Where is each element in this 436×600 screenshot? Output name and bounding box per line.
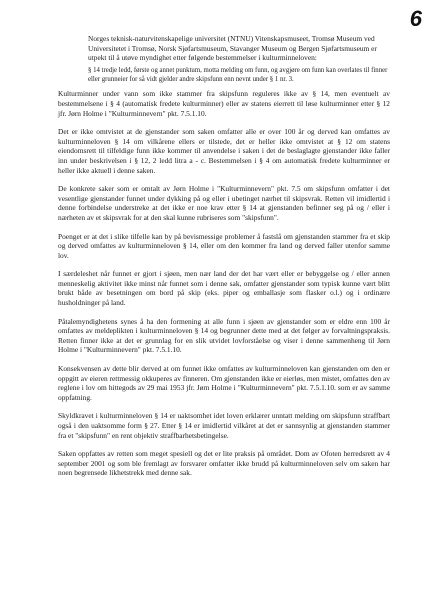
page-number: 6	[409, 6, 422, 31]
paragraph-4: Poenget er at det i slike tilfelle kan by på bevismessige problemer å fastslå om gjenstanden stammer fra et skip og derved omfattes av kulturminneloven § 14, eller om den kommer fra land og derved faller utenfor samme lov.	[58, 231, 390, 260]
document-body	[58, 34, 390, 487]
paragraph-1: Kulturminner under vann som ikke stammer fra skipsfunn reguleres ikke av § 14, men eventuelt av bestemmelsene i § 4 (automatisk fredete kulturminner) eller av statens eierrett til løse kulturminner etter § 12 jfr. Jørn Holme i "Kulturminnevern" pkt. 7.5.1.10.	[58, 89, 390, 118]
paragraph-3: De konkrete saker som er omtalt av Jørn Holme i "Kulturminnevern" pkt. 7.5 om skipsfunn omfatter i det vesentlige gjenstander funnet under dykking på og eller i ubetinget nærhet til skipsvrak. Retten vil imidlertid i denne forbindelse understreke at det ikke er noe krav etter § 14 at gjenstanden befinner seg på og / eller i nærheten av et skipsvrak for at den skal kunne rubriseres som "skipsfunn".	[58, 184, 390, 222]
intro-paragraph: Norges teknisk-naturvitenskapelige universitet (NTNU) Vitenskapsmuseet, Tromsø Museum ved Universitetet i Tromsø, Norsk Sjøfartsmuseum, Stavanger Museum og Bergen Sjøfartsmuseum er utpekt til å utøve myndighet etter følgende bestemmelser i kulturminneloven:	[88, 34, 377, 63]
paragraph-6: Påtalemyndighetens synes å ha den formening at alle funn i sjøen av gjenstander som er eldre enn 100 år omfattes av meldeplikten i kulturminneloven § 14 og begrunner dette med at det følger av forvaltningspraksis. Retten finner ikke at det er grunnlag for en slik utvidet lovforståelse og viser i denne sammenheng til Jørn Holme i "Kulturminnevern" pkt. 7.5.1.10.	[58, 316, 390, 355]
paragraph-7: Konsekvensen av dette blir derved at om funnet ikke omfattes av kulturminneloven kan gjenstanden om den er oppgitt av eieren rettmessig okkuperes av finneren. Om gjenstanden ikke er eierløs, men mistet, omfattes den av reglene i lov om hittegods av 29 mai 1953 jfr. Jørn Holme i "Kulturminnevern" pkt. 7.5.1.10. som er av samme oppfatning.	[58, 364, 390, 402]
paragraph-5: I særdeleshet når funnet er gjort i sjøen, men nær land der det har vært eller er bebyggelse og / eller annen menneskelig aktivitet ikke minst når funnet som i denne sak, omfatter gjenstander som typisk kunne vært blitt brukt både av besetningen om bord på skip (eks. piper og emballasje som flasker o.l.) og i ordinære husholdninger på land.	[58, 269, 390, 308]
quoted-provision: § 14 tredje ledd, første og annet punktum, motta melding om funn, og avgjøre om funn kan overlates til finner eller grunneier for så vidt gjelder andre skipsfunn enn nevnt under § 1 nr. 3.	[88, 66, 388, 83]
paragraph-2: Det er ikke omtvistet at de gjenstander som saken omfatter alle er over 100 år og derved kan omfattes av kulturminneloven § 14 om vilkårene ellers er tilstede, det er heller ikke omtvistet at § 12 om statens eiendomsrett til tilfeldige funn ikke kommer til anvendelse i saken i det de beslaglagte gjenstander ikke faller inn under beskrivelsen i § 12, 2 ledd litra a - c. Bestemmelsen i § 4 om automatisk fredete kulturminner er heller ikke aktuell i denne saken.	[58, 127, 390, 175]
paragraph-8: Skyldkravet i kulturminneloven § 14 er uaktsomhet idet loven erklærer unntatt melding om skipsfunn straffbart også i den uaktsomme form § 27. Etter § 14 er imidlertid vilkåret at det er sannsynlig at gjenstanden stammer fra et "skipsfunn" en rent objektiv straffbarhetsbetingelse.	[58, 411, 390, 440]
paragraph-9: Saken oppfattes av retten som meget spesiell og det er lite praksis på området. Dom av Ofoten herredsrett av 4 september 2001 og som ble fremlagt av forsvarer omfatter ikke brudd på kulturminneloven selv om saken har noen begrensede likhetstrekk med denne sak.	[58, 449, 390, 478]
